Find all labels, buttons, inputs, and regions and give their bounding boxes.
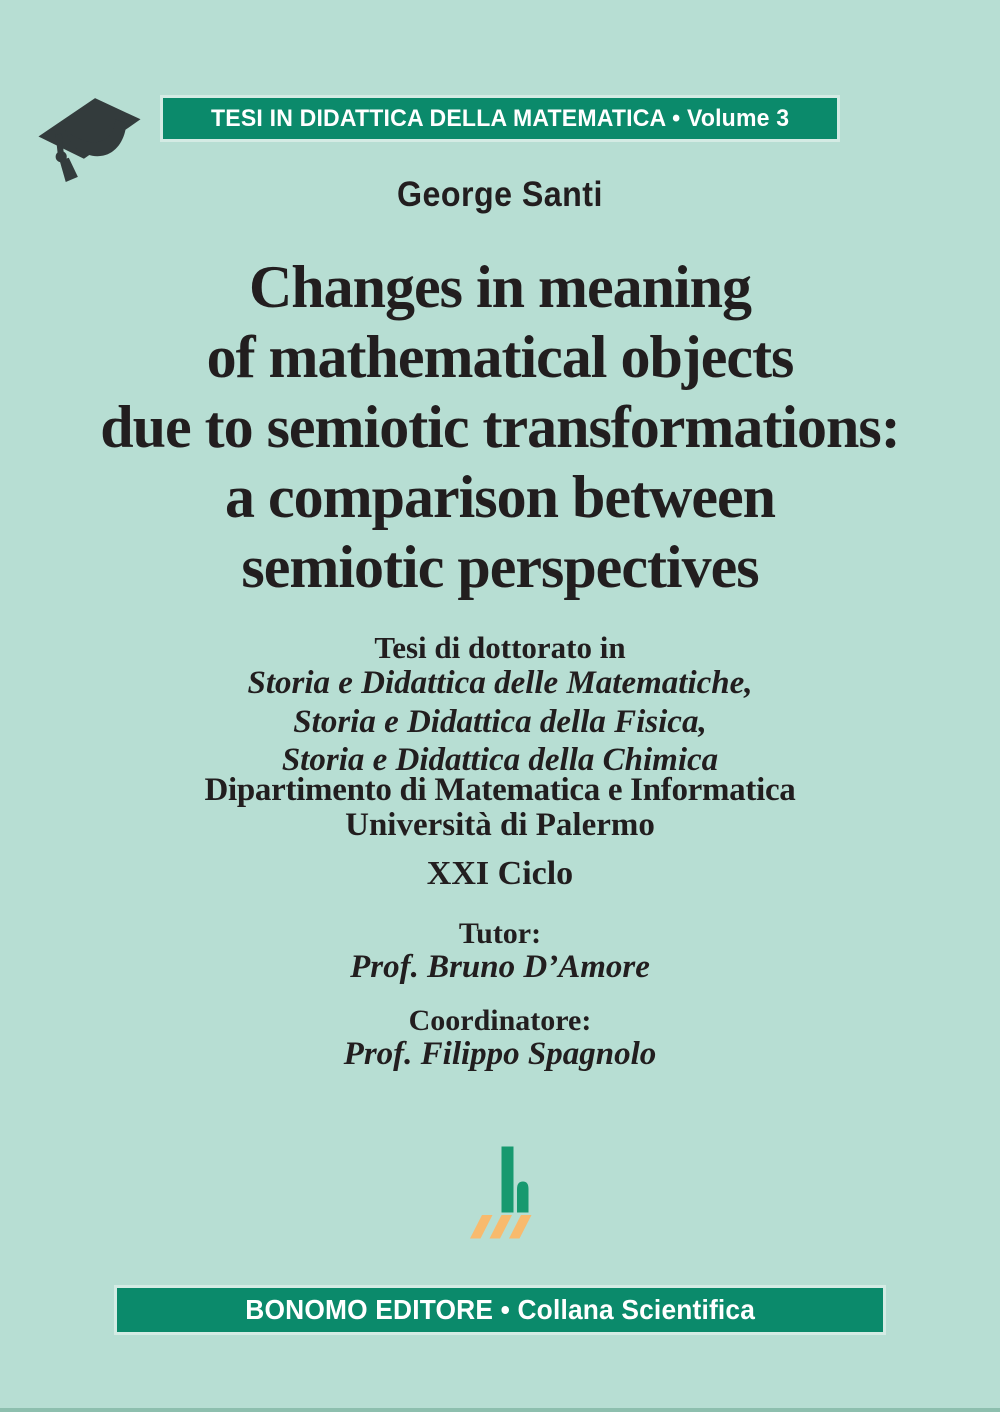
series-banner-label: TESI IN DIDATTICA DELLA MATEMATICA • Volume 3 — [210, 104, 790, 132]
series-banner — [163, 98, 837, 139]
bottom-edge-strip — [0, 1408, 1000, 1412]
thesis-program: Storia e Didattica delle Matematiche, — [247, 665, 753, 701]
coordinator-label: Coordinatore: — [408, 1004, 592, 1037]
tutor-name: Prof. Bruno D’Amore — [350, 949, 650, 985]
title-line: of mathematical objects — [206, 324, 794, 390]
book-title — [0, 252, 1000, 602]
author-name: George Santi — [397, 175, 603, 214]
coordinator-name: Prof. Filippo Spagnolo — [343, 1036, 657, 1072]
bonomo-logo-stripes — [470, 1215, 532, 1239]
title-line: due to semiotic transformations: — [100, 394, 900, 460]
publisher-banner-label: BONOMO EDITORE • Collana Scientifica — [245, 1294, 755, 1325]
title-line: semiotic perspectives — [241, 534, 759, 600]
tutor-label: Tutor: — [458, 917, 542, 950]
department: Dipartimento di Matematica e Informatica — [204, 772, 796, 808]
bonomo-logo-bars — [502, 1147, 529, 1213]
thesis-program: Storia e Didattica della Chimica — [281, 742, 719, 778]
thesis-intro: Tesi di dottorato in — [374, 630, 626, 665]
university: Università di Palermo — [345, 807, 655, 843]
graduation-cap-icon — [34, 90, 146, 186]
title-line: a comparison between — [225, 464, 775, 530]
cycle: XXI Ciclo — [426, 855, 574, 892]
title-line: Changes in meaning — [248, 254, 752, 320]
thesis-program: Storia e Didattica della Fisica, — [293, 704, 707, 740]
publisher-banner — [117, 1288, 883, 1332]
bonomo-b-logo — [466, 1144, 536, 1244]
